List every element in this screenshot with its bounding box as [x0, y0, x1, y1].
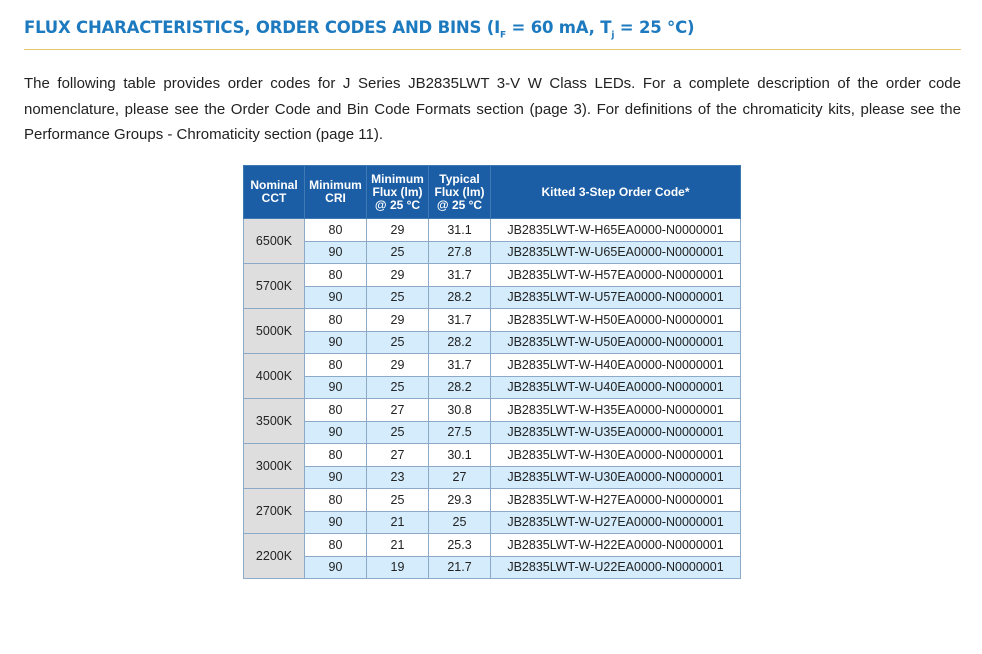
order-code-table — [243, 165, 741, 579]
table-row — [244, 556, 741, 579]
table-row — [244, 219, 741, 242]
cell-minimum-flux: 25 — [367, 241, 429, 264]
cell-typical-flux: 25 — [429, 511, 491, 534]
heading-subscript-j: j — [611, 30, 615, 41]
cell-order-code: JB2835LWT-W-H65EA0000-N0000001 — [491, 219, 741, 242]
cell-order-code: JB2835LWT-W-U30EA0000-N0000001 — [491, 466, 741, 489]
cell-order-code: JB2835LWT-W-U57EA0000-N0000001 — [491, 286, 741, 309]
cell-minimum-cri: 90 — [305, 286, 367, 309]
table-row — [244, 241, 741, 264]
cell-minimum-cri: 80 — [305, 219, 367, 242]
cell-minimum-flux: 29 — [367, 354, 429, 377]
cell-minimum-flux: 23 — [367, 466, 429, 489]
cell-typical-flux: 28.2 — [429, 286, 491, 309]
cell-minimum-flux: 25 — [367, 421, 429, 444]
cell-minimum-flux: 21 — [367, 534, 429, 557]
cell-minimum-flux: 27 — [367, 444, 429, 467]
cell-typical-flux: 27.8 — [429, 241, 491, 264]
cell-nominal-cct: 3500K — [244, 399, 305, 444]
cell-minimum-flux: 25 — [367, 286, 429, 309]
cell-typical-flux: 31.1 — [429, 219, 491, 242]
cell-nominal-cct: 5000K — [244, 309, 305, 354]
cell-typical-flux: 27 — [429, 466, 491, 489]
cell-nominal-cct: 2700K — [244, 489, 305, 534]
cell-nominal-cct: 3000K — [244, 444, 305, 489]
cell-minimum-cri: 80 — [305, 489, 367, 512]
section-heading — [24, 18, 961, 40]
table-row — [244, 466, 741, 489]
cell-typical-flux: 28.2 — [429, 331, 491, 354]
cell-minimum-cri: 80 — [305, 399, 367, 422]
cell-nominal-cct: 4000K — [244, 354, 305, 399]
cell-typical-flux: 31.7 — [429, 354, 491, 377]
cell-nominal-cct: 5700K — [244, 264, 305, 309]
cell-order-code: JB2835LWT-W-H27EA0000-N0000001 — [491, 489, 741, 512]
cell-typical-flux: 25.3 — [429, 534, 491, 557]
cell-typical-flux: 30.8 — [429, 399, 491, 422]
table-body — [244, 219, 741, 579]
table-row — [244, 421, 741, 444]
cell-nominal-cct: 6500K — [244, 219, 305, 264]
cell-order-code: JB2835LWT-W-U35EA0000-N0000001 — [491, 421, 741, 444]
cell-minimum-cri: 90 — [305, 376, 367, 399]
cell-minimum-cri: 90 — [305, 421, 367, 444]
cell-minimum-flux: 29 — [367, 264, 429, 287]
cell-nominal-cct: 2200K — [244, 534, 305, 579]
header-nominal-cct: Nominal CCT — [244, 166, 305, 219]
intro-paragraph: The following table provides order codes for J Series JB2835LWT 3-V W Class LEDs. For a complete description of the order code nomenclature, please see the Order Code and Bin Code Formats section (page 3). For definitions of the chromaticity kits, please see the Performance Groups - Chromaticity section (page 11). — [24, 75, 961, 143]
cell-minimum-flux: 29 — [367, 309, 429, 332]
table-row — [244, 399, 741, 422]
cell-typical-flux: 29.3 — [429, 489, 491, 512]
cell-minimum-cri: 80 — [305, 444, 367, 467]
header-order-code: Kitted 3-Step Order Code* — [491, 166, 741, 219]
cell-order-code: JB2835LWT-W-H30EA0000-N0000001 — [491, 444, 741, 467]
cell-order-code: JB2835LWT-W-U65EA0000-N0000001 — [491, 241, 741, 264]
table-row — [244, 331, 741, 354]
cell-order-code: JB2835LWT-W-H50EA0000-N0000001 — [491, 309, 741, 332]
cell-order-code: JB2835LWT-W-H57EA0000-N0000001 — [491, 264, 741, 287]
cell-minimum-flux: 29 — [367, 219, 429, 242]
cell-minimum-flux: 25 — [367, 489, 429, 512]
cell-minimum-flux: 19 — [367, 556, 429, 579]
cell-minimum-cri: 90 — [305, 511, 367, 534]
cell-order-code: JB2835LWT-W-H22EA0000-N0000001 — [491, 534, 741, 557]
cell-order-code: JB2835LWT-W-U40EA0000-N0000001 — [491, 376, 741, 399]
table-row — [244, 489, 741, 512]
heading-text-mid: = 60 mA, T — [505, 18, 612, 37]
table-row — [244, 511, 741, 534]
table-header-row — [244, 166, 741, 219]
cell-minimum-cri: 80 — [305, 534, 367, 557]
cell-order-code: JB2835LWT-W-U50EA0000-N0000001 — [491, 331, 741, 354]
cell-minimum-cri: 80 — [305, 264, 367, 287]
cell-typical-flux: 30.1 — [429, 444, 491, 467]
cell-minimum-cri: 90 — [305, 466, 367, 489]
heading-subscript-f: F — [500, 30, 506, 41]
cell-minimum-flux: 25 — [367, 331, 429, 354]
heading-text-before: FLUX CHARACTERISTICS, ORDER CODES AND BINS (I — [24, 18, 501, 37]
cell-order-code: JB2835LWT-W-U27EA0000-N0000001 — [491, 511, 741, 534]
cell-minimum-cri: 90 — [305, 331, 367, 354]
cell-minimum-flux: 27 — [367, 399, 429, 422]
header-typical-flux: Typical Flux (lm) @ 25 °C — [429, 166, 491, 219]
cell-minimum-cri: 80 — [305, 354, 367, 377]
heading-text-after: = 25 °C) — [614, 18, 695, 37]
cell-typical-flux: 31.7 — [429, 264, 491, 287]
cell-minimum-cri: 80 — [305, 309, 367, 332]
cell-typical-flux: 21.7 — [429, 556, 491, 579]
table-row — [244, 534, 741, 557]
table-row — [244, 444, 741, 467]
cell-minimum-flux: 21 — [367, 511, 429, 534]
cell-typical-flux: 31.7 — [429, 309, 491, 332]
header-minimum-flux: Minimum Flux (lm) @ 25 °C — [367, 166, 429, 219]
table-row — [244, 264, 741, 287]
cell-order-code: JB2835LWT-W-U22EA0000-N0000001 — [491, 556, 741, 579]
cell-minimum-cri: 90 — [305, 556, 367, 579]
cell-typical-flux: 27.5 — [429, 421, 491, 444]
cell-minimum-cri: 90 — [305, 241, 367, 264]
cell-minimum-flux: 25 — [367, 376, 429, 399]
table-row — [244, 354, 741, 377]
cell-order-code: JB2835LWT-W-H40EA0000-N0000001 — [491, 354, 741, 377]
table-row — [244, 286, 741, 309]
heading-divider — [24, 49, 961, 50]
header-minimum-cri: Minimum CRI — [305, 166, 367, 219]
cell-typical-flux: 28.2 — [429, 376, 491, 399]
table-row — [244, 376, 741, 399]
cell-order-code: JB2835LWT-W-H35EA0000-N0000001 — [491, 399, 741, 422]
table-row — [244, 309, 741, 332]
